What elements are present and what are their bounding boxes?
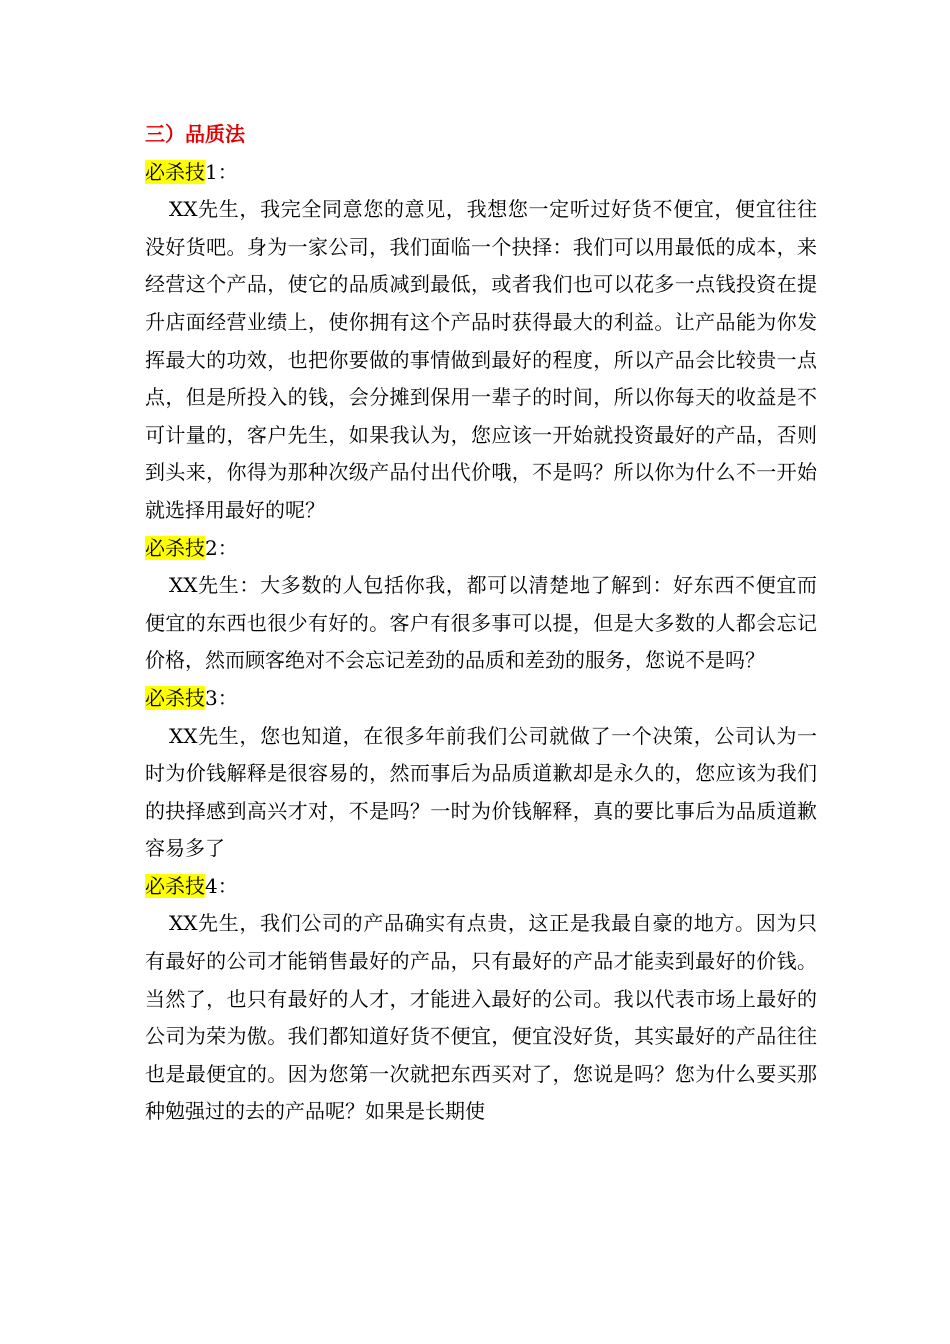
technique-2-colon: ： [217, 535, 238, 560]
technique-1-number: 1 [205, 159, 218, 184]
section-title: 三）品质法 [145, 122, 245, 146]
technique-3-label: 必杀技 [145, 685, 205, 710]
technique-2-number: 2 [205, 535, 218, 560]
technique-2-heading [145, 530, 817, 568]
technique-3-heading [145, 680, 817, 718]
technique-3-colon: ： [217, 685, 238, 710]
technique-1-label: 必杀技 [145, 159, 205, 184]
technique-3-text: XX先生，您也知道，在很多年前我们公司就做了一个决策，公司认为一时为价钱解释是很容易的，然而事后为品质道歉却是永久的，您应该为我们的抉择感到高兴才对，不是吗？一时为价钱解释，真的要比事后为品质道歉容易多了 [145, 723, 817, 861]
technique-2-label: 必杀技 [145, 535, 205, 560]
technique-1-text: XX先生，我完全同意您的意见，我想您一定听过好货不便宜，便宜往往没好货吧。身为一家公司，我们面临一个抉择：我们可以用最低的成本，来经营这个产品，使它的品质减到最低，或者我们也可以花多一点钱投资在提升店面经营业绩上，使你拥有这个产品时获得最大的利益。让产品能为你发挥最大的功效，也把你要做的事情做到最好的程度，所以产品会比较贵一点点，但是所投入的钱，会分摊到保用一辈子的时间，所以你每天的收益是不可计量的，客户先生，如果我认为，您应该一开始就投资最好的产品，否则到头来，你得为那种次级产品付出代价哦，不是吗？所以你为什么不一开始就选择用最好的呢？ [145, 197, 817, 522]
technique-4-label: 必杀技 [145, 873, 205, 898]
technique-4-heading [145, 868, 817, 906]
technique-3-number: 3 [205, 685, 218, 710]
technique-1-heading [145, 154, 817, 192]
technique-1-colon: ： [217, 159, 238, 184]
technique-4-colon: ： [217, 873, 238, 898]
technique-2-text: XX先生：大多数的人包括你我，都可以清楚地了解到：好东西不便宜而便宜的东西也很少有好的。客户有很多事可以提，但是大多数的人都会忘记价格，然而顾客绝对不会忘记差劲的品质和差劲的服务，您说不是吗？ [145, 573, 817, 673]
document-body [145, 116, 817, 1131]
technique-4-number: 4 [205, 873, 218, 898]
technique-4-text: XX先生，我们公司的产品确实有点贵，这正是我最自豪的地方。因为只有最好的公司才能销售最好的产品，只有最好的产品才能卖到最好的价钱。当然了，也只有最好的人才，才能进入最好的公司。我以代表市场上最好的公司为荣为傲。我们都知道好货不便宜，便宜没好货，其实最好的产品往往也是最便宜的。因为您第一次就把东西买对了，您说是吗？您为什么要买那种勉强过的去的产品呢？如果是长期使 [145, 911, 817, 1124]
